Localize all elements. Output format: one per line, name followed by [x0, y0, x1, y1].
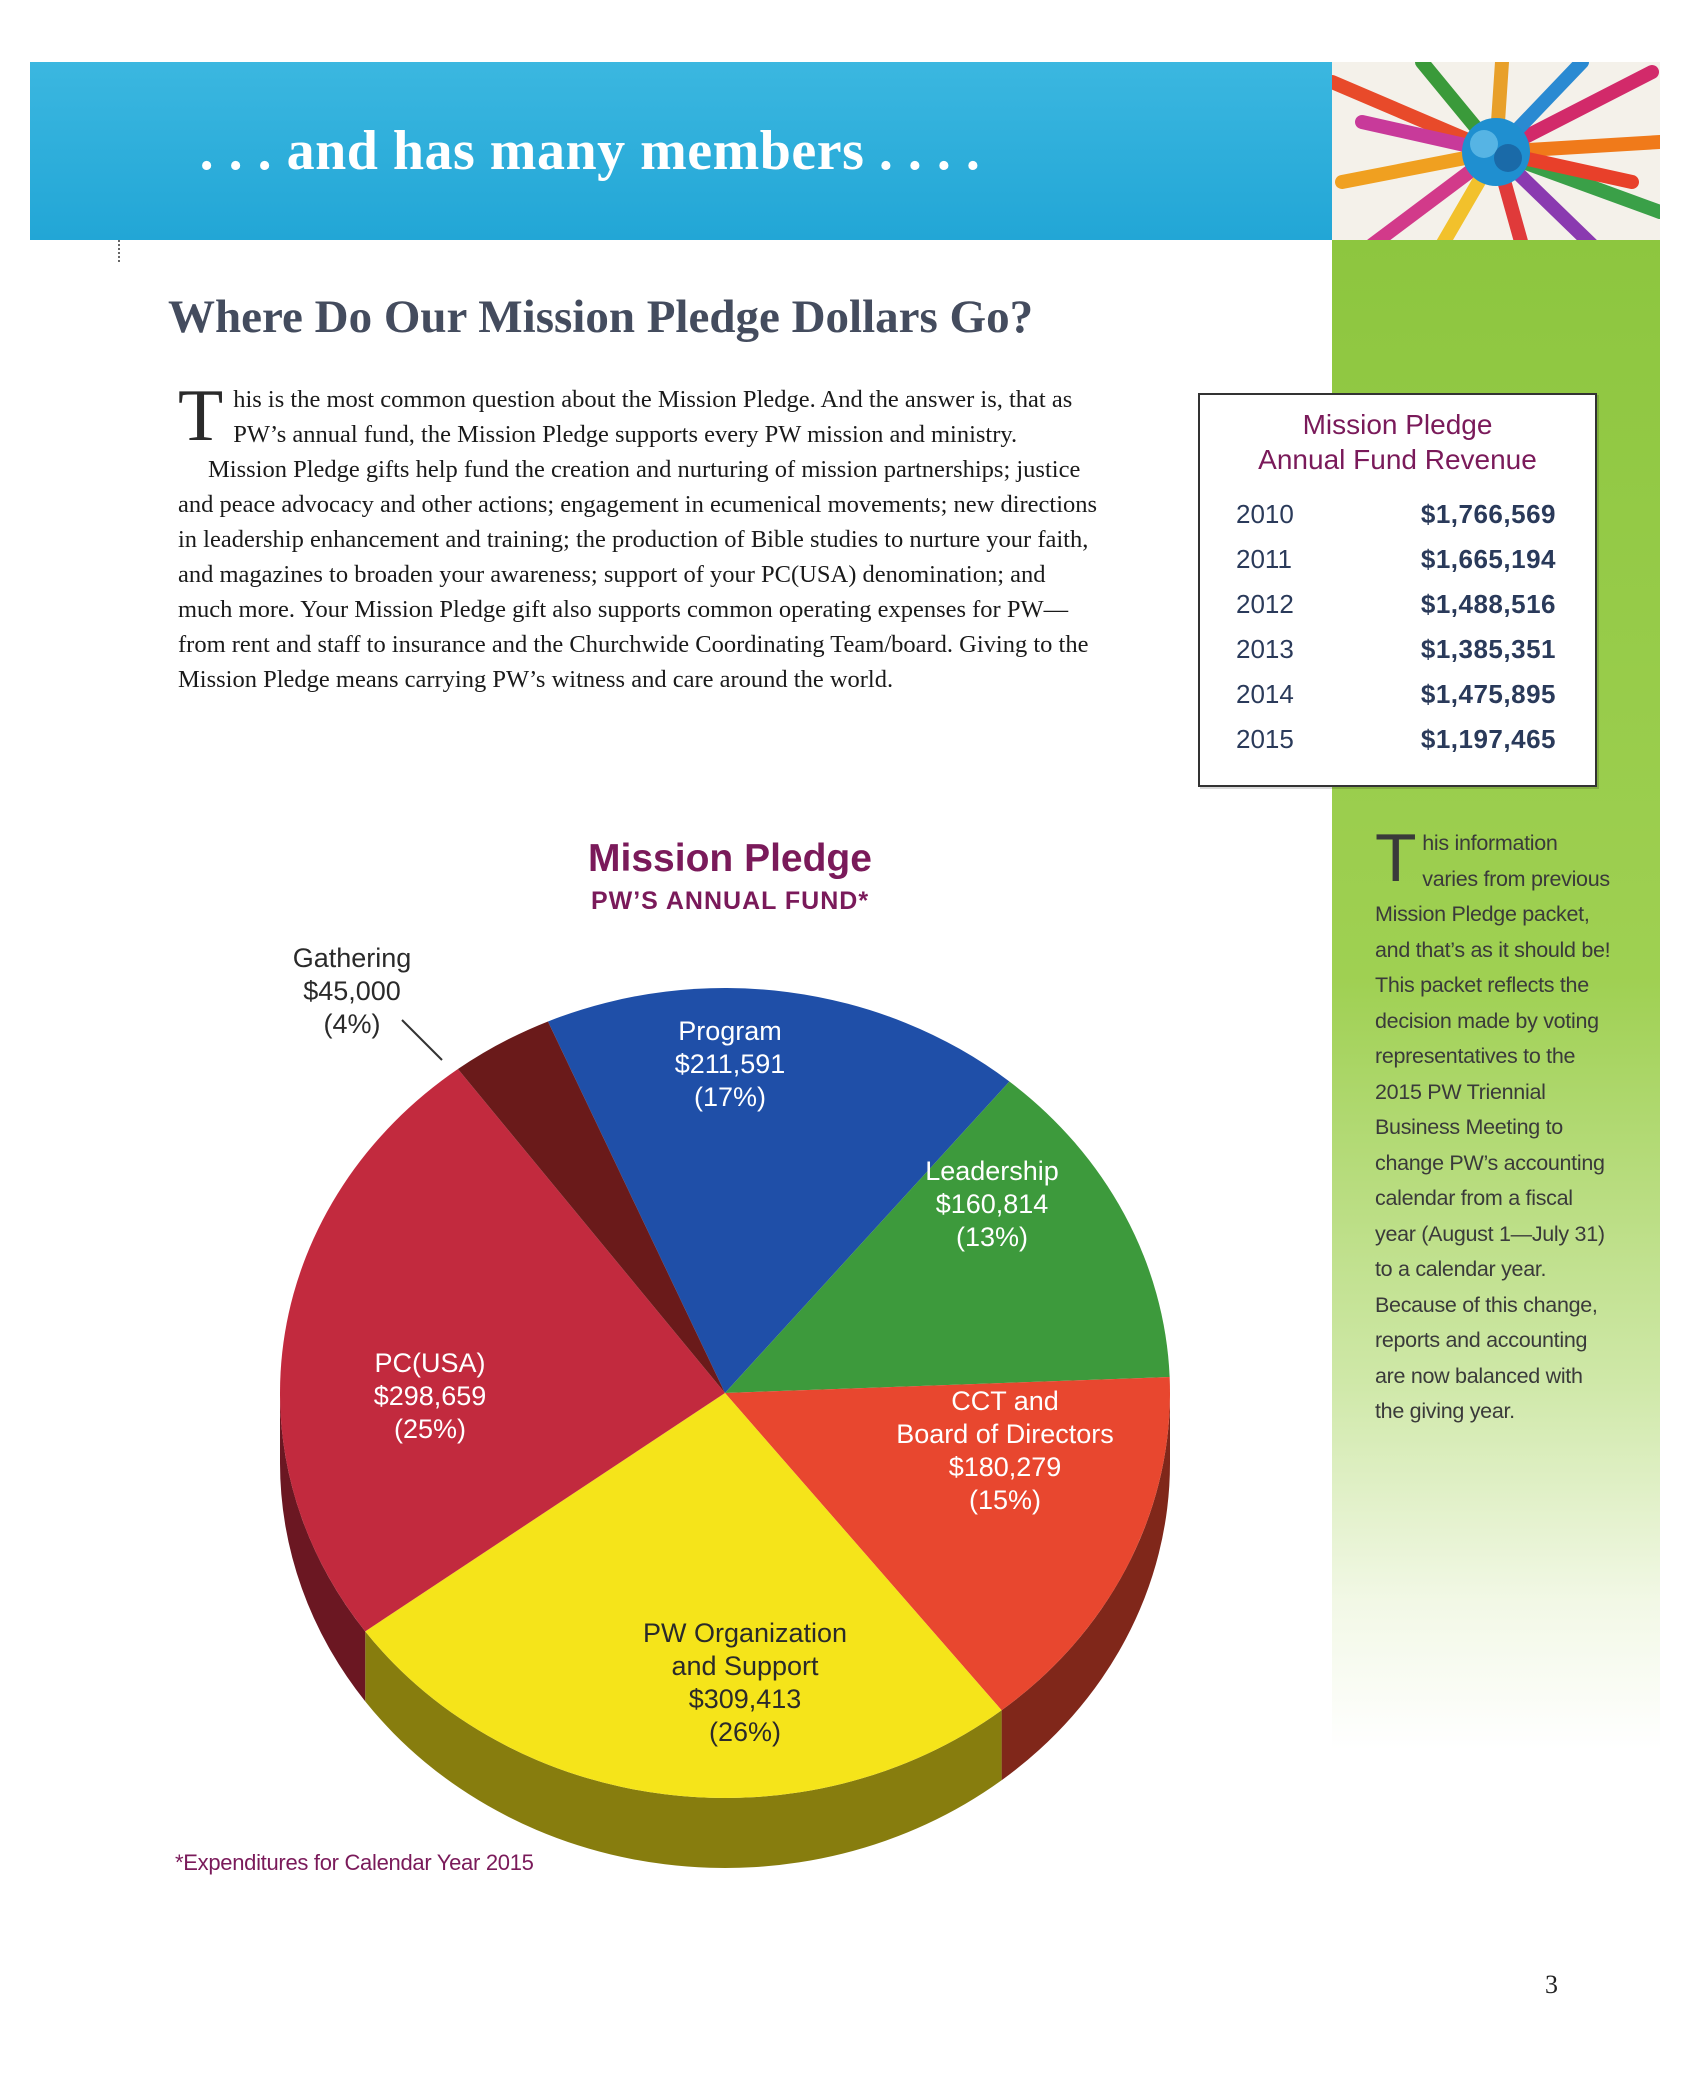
pie-label-program: Program [678, 1016, 782, 1046]
chart-subtitle: PW’S ANNUAL FUND* [590, 887, 870, 915]
revenue-amount: $1,766,569 [1420, 499, 1556, 529]
side-note-drop-cap: T [1375, 820, 1417, 896]
gathering-leader-line [402, 1020, 442, 1060]
pie-label-pw-organization-and-support: and Support [671, 1651, 819, 1681]
drop-cap: T [178, 375, 224, 457]
pie-label-leadership: Leadership [925, 1156, 1059, 1186]
intro-paragraph-1-text: his is the most common question about the Mission Pledge. And the answer is, that as PW’s annual fund, the Mission Pledge supports every PW mission and ministry. [233, 386, 1073, 448]
pie-label-program: $211,591 [674, 1049, 786, 1079]
pie-label-gathering: Gathering [292, 943, 412, 973]
revenue-title-line-2: Annual Fund Revenue [1258, 444, 1537, 475]
footnote: *Expenditures for Calendar Year 2015 [175, 1850, 534, 1875]
pie-label-pc-usa-: PC(USA) [374, 1348, 486, 1378]
pie-label-cct-and-board-of-directors: Board of Directors [896, 1419, 1114, 1449]
revenue-year: 2014 [1236, 679, 1294, 709]
pie-label-pw-organization-and-support: PW Organization [642, 1618, 848, 1648]
chart-title: Mission Pledge [588, 837, 872, 880]
page-number: 3 [1545, 1970, 1558, 1999]
pie-label-cct-and-board-of-directors: $180,279 [948, 1452, 1062, 1482]
pie-label-cct-and-board-of-directors: (15%) [968, 1485, 1042, 1515]
pie-label-pw-organization-and-support: $309,413 [688, 1684, 802, 1714]
revenue-amount: $1,385,351 [1420, 634, 1556, 664]
pie-label-pc-usa-: (25%) [393, 1414, 467, 1444]
pie-label-pw-organization-and-support: (26%) [708, 1717, 782, 1747]
revenue-year: 2010 [1236, 499, 1294, 529]
pie-label-program: (17%) [693, 1082, 767, 1112]
pie-label-gathering: $45,000 [303, 976, 401, 1006]
side-note-text: his information varies from previous Mission Pledge packet, and that’s as it should be! This packet reflects the decision made by voting representatives to the 2015 PW Triennial Business Meeting to change PW’s accounting calendar from a fiscal year (August 1—July 31) to a calendar year. Because of this change, reports and accounting are now balanced with the giving year. [1375, 831, 1611, 1423]
revenue-year: 2013 [1236, 634, 1294, 664]
banner-title: . . . and has many members . . . . [199, 120, 981, 182]
pie-label-pc-usa-: $298,659 [373, 1381, 487, 1411]
page-heading: Where Do Our Mission Pledge Dollars Go? [168, 291, 1034, 343]
pie-label-leadership: (13%) [955, 1222, 1029, 1252]
revenue-year: 2012 [1236, 589, 1294, 619]
pie-label-gathering: (4%) [323, 1009, 381, 1039]
pie-label-cct-and-board-of-directors: CCT and [951, 1386, 1059, 1416]
revenue-title-line-1: Mission Pledge [1302, 409, 1493, 440]
pie-label-leadership: $160,814 [935, 1189, 1049, 1219]
revenue-year: 2015 [1236, 724, 1294, 754]
revenue-year: 2011 [1236, 544, 1292, 574]
revenue-amount: $1,488,516 [1420, 589, 1556, 619]
revenue-amount: $1,665,194 [1420, 544, 1556, 574]
revenue-amount: $1,475,895 [1420, 679, 1556, 709]
intro-paragraph-2: Mission Pledge gifts help fund the creation and nurturing of mission partnerships; justice and peace advocacy and other actions; engagement in ecumenical movements; new directions in leadership enhancement and training; the production of Bible studies to nurture your faith, and magazines to broaden your awareness; support of your PC(USA) denomination; and much more. Your Mission Pledge gift also supports common operating expenses for PW—from rent and staff to insurance and the Churchwide Coordinating Team/board. Giving to the Mission Pledge means carrying PW’s witness and care around the world. [178, 456, 1098, 693]
revenue-amount: $1,197,465 [1420, 724, 1556, 754]
